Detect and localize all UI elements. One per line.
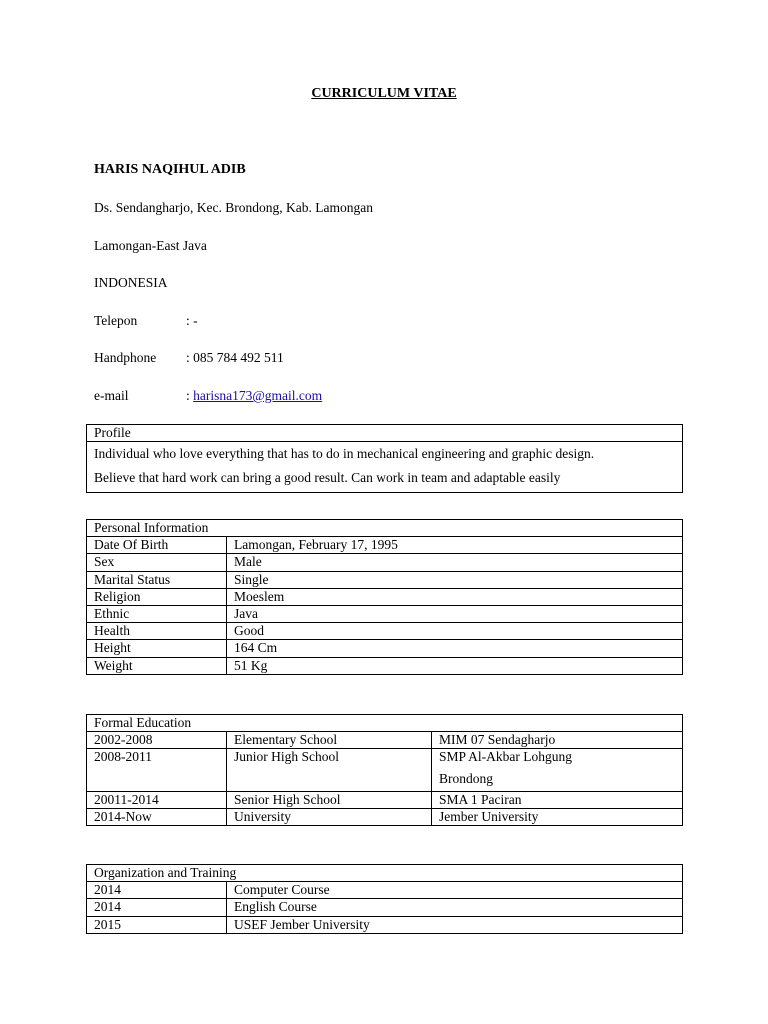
info-value: Java: [227, 606, 683, 623]
edu-period: 2002-2008: [87, 732, 227, 749]
edu-school-line-1: SMP Al-Akbar Lohgung: [439, 749, 573, 765]
table-row: [87, 640, 683, 657]
edu-level: Junior High School: [227, 749, 432, 791]
address-country: INDONESIA: [94, 275, 168, 290]
edu-school: Jember University: [432, 808, 683, 825]
profile-header: Profile: [87, 425, 683, 442]
telepon-label: Telepon: [94, 313, 138, 328]
edu-period: 20011-2014: [87, 791, 227, 808]
handphone-value: : 085 784 492 511: [186, 350, 284, 365]
personal-info-header: Personal Information: [87, 520, 683, 537]
info-value: Good: [227, 623, 683, 640]
edu-period: 2008-2011: [87, 749, 227, 791]
edu-level: Elementary School: [227, 732, 432, 749]
info-value: Male: [227, 554, 683, 571]
info-label: Sex: [87, 554, 227, 571]
edu-school: MIM 07 Sendagharjo: [432, 732, 683, 749]
table-row: [87, 732, 683, 749]
info-value: 51 Kg: [227, 657, 683, 674]
table-row: [87, 623, 683, 640]
personal-info-table: [86, 519, 683, 675]
education-header: Formal Education: [87, 715, 683, 732]
edu-period: 2014-Now: [87, 808, 227, 825]
org-year: 2015: [87, 916, 227, 933]
edu-school: SMA 1 Paciran: [432, 791, 683, 808]
org-name: English Course: [227, 899, 683, 916]
info-label: Religion: [87, 588, 227, 605]
info-label: Date Of Birth: [87, 537, 227, 554]
info-label: Weight: [87, 657, 227, 674]
org-name: Computer Course: [227, 882, 683, 899]
email-row: [94, 388, 322, 404]
info-label: Marital Status: [87, 571, 227, 588]
address-line-2: Lamongan-East Java: [94, 238, 207, 253]
info-label: Health: [87, 623, 227, 640]
edu-school: [432, 749, 683, 791]
email-link[interactable]: harisna173@gmail.com: [193, 388, 323, 403]
profile-line-1: Individual who love everything that has to do in mechanical engineering and graphic design.: [94, 446, 595, 462]
handphone-row: [94, 350, 284, 366]
organization-header: Organization and Training: [87, 865, 683, 882]
edu-level: University: [227, 808, 432, 825]
table-row: [87, 808, 683, 825]
handphone-label: Handphone: [94, 350, 157, 365]
education-table: [86, 714, 683, 826]
telepon-value: : -: [186, 313, 198, 328]
profile-table: [86, 424, 683, 493]
info-value: Lamongan, February 17, 1995: [227, 537, 683, 554]
org-name: USEF Jember University: [227, 916, 683, 933]
table-row: [87, 537, 683, 554]
table-row: [87, 606, 683, 623]
applicant-name: HARIS NAQIHUL ADIB: [94, 162, 246, 177]
table-row: [87, 749, 683, 791]
org-year: 2014: [87, 899, 227, 916]
table-row: [87, 657, 683, 674]
edu-level: Senior High School: [227, 791, 432, 808]
table-row: [87, 571, 683, 588]
edu-school-line-2: Brondong: [439, 770, 493, 786]
profile-line-2: Believe that hard work can bring a good result. Can work in team and adaptable easily: [94, 470, 561, 486]
telepon-row: [94, 313, 198, 329]
info-value: Moeslem: [227, 588, 683, 605]
email-label: e-mail: [94, 388, 129, 403]
table-row: [87, 899, 683, 916]
table-row: [87, 791, 683, 808]
organization-table: [86, 864, 683, 934]
org-year: 2014: [87, 882, 227, 899]
info-value: 164 Cm: [227, 640, 683, 657]
address-line-1: Ds. Sendangharjo, Kec. Brondong, Kab. Lamongan: [94, 200, 373, 215]
info-label: Ethnic: [87, 606, 227, 623]
table-row: [87, 588, 683, 605]
table-row: [87, 554, 683, 571]
profile-text: [87, 442, 683, 493]
info-value: Single: [227, 571, 683, 588]
table-row: [87, 882, 683, 899]
document-title: CURRICULUM VITAE: [311, 86, 457, 101]
table-row: [87, 916, 683, 933]
info-label: Height: [87, 640, 227, 657]
email-separator: :: [186, 388, 194, 403]
